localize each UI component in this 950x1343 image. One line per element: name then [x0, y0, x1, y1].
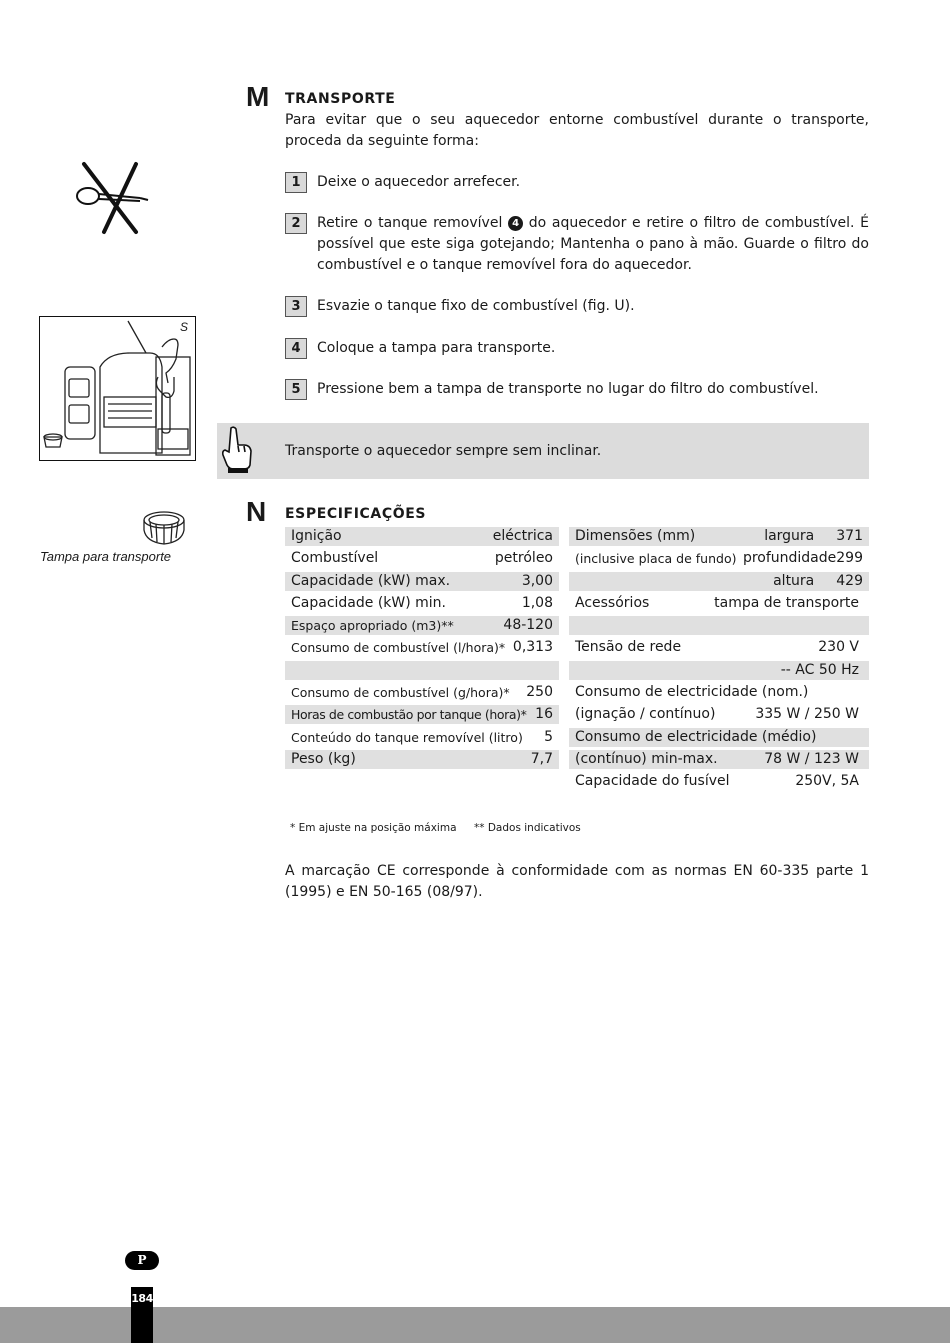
spec-value: 0,313: [512, 639, 553, 656]
spec-row: [569, 549, 869, 568]
cap-caption: Tampa para transporte: [40, 549, 172, 564]
spec-row: [285, 549, 559, 568]
step-text: [317, 213, 869, 276]
step-text-b: do aquecedor e retire o filtro de combustível. É possível que este siga gotejando; Mantenha o pano à mão. Guarde o filtro do combustível e o tanque removível fora do aquecedor.: [317, 215, 870, 273]
spec-label: Dimensões (mm): [575, 528, 696, 544]
spec-value: 299: [836, 550, 863, 567]
spec-label: Tensão de rede: [575, 639, 682, 656]
spec-row: [569, 594, 869, 613]
spec-row: [569, 772, 869, 791]
step-text-a: Retire o tanque removível: [317, 215, 503, 231]
spec-label: Capacidade do fusível: [575, 773, 730, 790]
pointing-hand-icon: [222, 424, 254, 474]
spec-label: Combustível: [291, 550, 379, 567]
spec-value: 5: [544, 728, 553, 745]
spec-value: 335 W / 250 W: [755, 706, 859, 723]
step-5: [285, 379, 869, 400]
note-text: Transporte o aquecedor sempre sem inclinar.: [285, 443, 602, 459]
page-number: 184: [131, 1292, 153, 1305]
spec-value: 230 V: [818, 639, 859, 656]
step-number: 1: [285, 172, 307, 193]
spec-value: 3,00: [521, 572, 553, 589]
footnote-indicative: ** Dados indicativos: [474, 822, 581, 834]
step-3: [285, 296, 869, 317]
spec-value: tampa de transporte: [714, 594, 859, 611]
step-2: [285, 213, 869, 276]
step-number: 3: [285, 296, 307, 317]
spec-label: Consumo de electricidade (médio): [575, 728, 817, 745]
spec-row: [285, 572, 559, 591]
section-title-transporte: TRANSPORTE: [285, 91, 396, 107]
section-title-especificacoes: ESPECIFICAÇÕES: [285, 506, 427, 522]
spec-row: [569, 750, 869, 769]
spec-value: 429: [836, 572, 863, 589]
spec-row: [285, 616, 559, 635]
part-reference-badge: 4: [508, 216, 523, 231]
spec-row: [285, 638, 559, 657]
step-number: 4: [285, 338, 307, 359]
ce-compliance-text: A marcação CE corresponde à conformidade com as normas EN 60-335 parte 1 (1995) e EN 50-165 (08/97).: [285, 863, 869, 900]
spec-value: petróleo: [494, 550, 553, 567]
spec-value: 371: [836, 528, 863, 544]
spec-label: Espaço apropriado (m3)**: [291, 618, 454, 634]
spec-value: 250V, 5A: [795, 773, 859, 790]
spec-label: Capacidade (kW) min.: [291, 594, 446, 611]
spec-value: -- AC 50 Hz: [780, 661, 859, 678]
step-text: Coloque a tampa para transporte.: [317, 340, 556, 356]
section-letter-m: M: [246, 81, 270, 112]
step-1: [285, 172, 869, 193]
spec-row: [285, 594, 559, 613]
spec-value: 16: [535, 706, 553, 723]
spec-table-right: [569, 527, 869, 795]
spec-row: [569, 527, 869, 546]
spec-label: (contínuo) min-max.: [575, 750, 718, 767]
spec-row: [285, 527, 559, 546]
language-badge: P: [125, 1251, 159, 1270]
spec-label: Consumo de combustível (g/hora)*: [291, 685, 510, 701]
footnote-max-setting: * Em ajuste na posição máxima: [290, 822, 457, 834]
spec-row: [569, 572, 869, 591]
spec-label: Conteúdo do tanque removível (litro): [291, 729, 523, 745]
spec-row: [285, 728, 559, 747]
figure-label: S: [180, 320, 189, 334]
spec-row: [285, 705, 559, 724]
spec-label: (ignação / contínuo): [575, 706, 716, 723]
step-text: Esvazie o tanque fixo de combustível (fig. U).: [317, 298, 635, 314]
spec-value: 7,7: [530, 750, 553, 767]
spec-value: eléctrica: [492, 528, 553, 544]
spec-row: [285, 750, 559, 769]
transport-cap-illustration: [140, 508, 188, 548]
spec-label: (inclusive placa de fundo): [575, 551, 737, 567]
heater-illustration: [40, 317, 195, 460]
spec-row: [285, 683, 559, 702]
step-4: [285, 338, 869, 359]
spec-row: [285, 661, 559, 680]
spec-row: [569, 683, 869, 702]
step-text: Deixe o aquecedor arrefecer.: [317, 174, 521, 190]
spec-value: 78 W / 123 W: [764, 750, 859, 767]
spec-value: 1,08: [521, 594, 553, 611]
spec-row: [569, 705, 869, 724]
spec-label: Consumo de combustível (l/hora)*: [291, 640, 506, 656]
no-tools-icon: [70, 160, 152, 236]
spec-dimension: altura: [773, 572, 815, 589]
heater-transport-figure: [39, 316, 196, 461]
spec-label: Horas de combustão por tanque (hora)*: [291, 707, 527, 723]
spec-value: 48-120: [503, 617, 553, 634]
spec-label: Consumo de electricidade (nom.): [575, 684, 809, 701]
spec-dimension: profundidade: [742, 550, 837, 567]
step-number: 2: [285, 213, 307, 234]
spec-row: [569, 616, 869, 635]
section-letter-n: N: [246, 496, 267, 527]
transport-intro: Para evitar que o seu aquecedor entorne combustível durante o transporte, proceda da seguinte forma:: [285, 112, 869, 149]
spec-value: 250: [526, 684, 553, 701]
step-text: Pressione bem a tampa de transporte no lugar do filtro do combustível.: [317, 381, 819, 397]
spec-row: [569, 728, 869, 747]
step-number: 5: [285, 379, 307, 400]
spec-dimension: largura: [764, 528, 815, 544]
spec-label: Peso (kg): [291, 750, 356, 767]
spec-label: Capacidade (kW) max.: [291, 572, 451, 589]
spec-row: [569, 638, 869, 657]
spec-label: Acessórios: [575, 594, 650, 611]
spec-label: Ignição: [291, 528, 342, 544]
spec-row: [569, 661, 869, 680]
spec-table-left: [285, 527, 559, 772]
